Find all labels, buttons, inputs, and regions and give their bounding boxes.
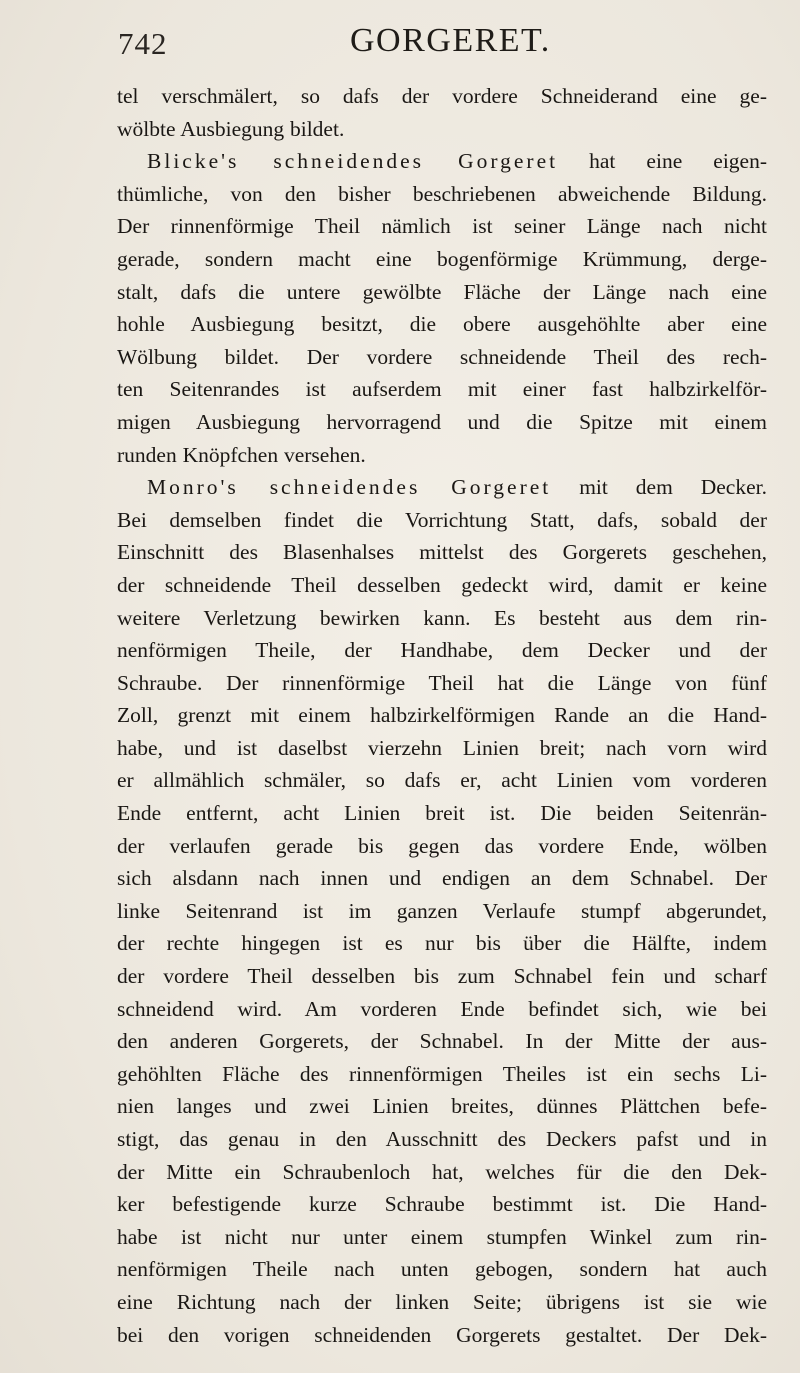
text-line: gehöhlten Fläche des rinnenförmigen Theiles ist ein sechs Li-	[117, 1061, 767, 1086]
text-line: der schneidende Theil desselben gedeckt wird, damit er keine	[117, 572, 767, 597]
text-line: Bei demselben findet die Vorrichtung Statt, dafs, sobald der	[117, 507, 767, 532]
text-line: Wölbung bildet. Der vordere schneidende Theil des rech-	[117, 344, 767, 369]
page-header	[118, 22, 768, 72]
text-line: er allmählich schmäler, so dafs er, acht Linien vom vorderen	[117, 768, 767, 793]
text-line: runden Knöpfchen versehen.	[117, 442, 366, 467]
text-line: schneidend wird. Am vorderen Ende befindet sich, wie bei	[117, 996, 767, 1021]
text-line: der Mitte ein Schraubenloch hat, welches für die den Dek-	[117, 1159, 767, 1184]
text-line: hohle Ausbiegung besitzt, die obere ausgehöhlte aber eine	[117, 312, 767, 337]
text-line: stigt, das genau in den Ausschnitt des Deckers pafst und in	[117, 1127, 767, 1151]
text-line: Ende entfernt, acht Linien breit ist. Die beiden Seitenrän-	[117, 801, 767, 826]
instrument-name: Blicke's schneidendes Gorgeret	[147, 149, 559, 174]
text-line: sich alsdann nach innen und endigen an dem Schnabel. Der	[117, 866, 767, 891]
text-line: wölbte Ausbiegung bildet.	[117, 116, 345, 141]
running-title: GORGERET.	[350, 22, 551, 59]
text-line: Zoll, grenzt mit einem halbzirkelförmigen Rande an die Hand-	[117, 703, 767, 728]
text-line: weitere Verletzung bewirken kann. Es besteht aus dem rin-	[117, 605, 767, 630]
text-line: tel verschmälert, so dafs der vordere Schneiderand eine ge-	[117, 84, 767, 108]
instrument-name: Monro's schneidendes Gorgeret	[147, 475, 552, 500]
text-line: habe ist nicht nur unter einem stumpfen Winkel zum rin-	[117, 1224, 767, 1249]
text-line: nenförmigen Theile, der Handhabe, dem Decker und der	[117, 638, 767, 663]
text-line: linke Seitenrand ist im ganzen Verlaufe stumpf abgerundet,	[117, 898, 767, 923]
text-segment: hat eine eigen-	[558, 149, 767, 174]
text-line: ker befestigende kurze Schraube bestimmt ist. Die Hand-	[117, 1192, 767, 1217]
text-line: nenförmigen Theile nach unten gebogen, sondern hat auch	[117, 1257, 767, 1282]
text-line: Der rinnenförmige Theil nämlich ist seiner Länge nach nicht	[117, 214, 767, 239]
text-line: habe, und ist daselbst vierzehn Linien breit; nach vorn wird	[117, 735, 767, 760]
text-line: der verlaufen gerade bis gegen das vordere Ende, wölben	[117, 833, 767, 858]
text-line: Schraube. Der rinnenförmige Theil hat die Länge von fünf	[117, 670, 767, 695]
text-line: ten Seitenrandes ist aufserdem mit einer fast halbzirkelför-	[117, 377, 767, 402]
text-line: den anderen Gorgerets, der Schnabel. In der Mitte der aus-	[117, 1029, 767, 1054]
text-line: nien langes und zwei Linien breites, dünnes Plättchen befe-	[117, 1094, 767, 1119]
text-line: der rechte hingegen ist es nur bis über die Hälfte, indem	[117, 931, 767, 956]
text-line: thümliche, von den bisher beschriebenen abweichende Bildung.	[117, 181, 767, 206]
page-number: 742	[118, 26, 168, 61]
body-text	[117, 80, 767, 1351]
text-line: gerade, sondern macht eine bogenförmige Krümmung, derge-	[117, 246, 767, 271]
text-line: eine Richtung nach der linken Seite; übrigens ist sie wie	[117, 1289, 767, 1314]
text-line: bei den vorigen schneidenden Gorgerets gestaltet. Der Dek-	[117, 1322, 767, 1347]
text-line	[117, 471, 767, 504]
text-line: migen Ausbiegung hervorragend und die Spitze mit einem	[117, 409, 767, 434]
text-line: Einschnitt des Blasenhalses mittelst des Gorgerets geschehen,	[117, 540, 767, 565]
text-segment: mit dem Decker.	[551, 475, 767, 500]
text-line	[117, 145, 767, 178]
text-line: stalt, dafs die untere gewölbte Fläche der Länge nach eine	[117, 279, 767, 304]
text-line: der vordere Theil desselben bis zum Schnabel fein und scharf	[117, 964, 767, 989]
